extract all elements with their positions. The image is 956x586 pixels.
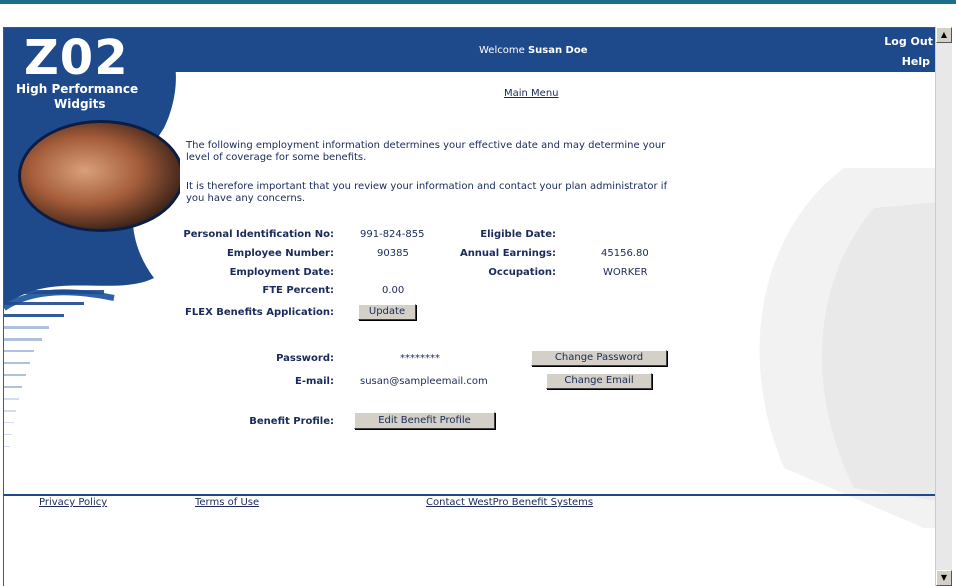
scroll-up-icon[interactable]: ▲	[936, 27, 952, 43]
logo-text: Z02	[24, 30, 129, 86]
top-accent-rule	[0, 0, 956, 4]
watermark-graphic	[724, 168, 935, 528]
employee-number-value: 90385	[377, 248, 409, 259]
intro-paragraph-2	[186, 181, 706, 205]
annual-earnings-value: 45156.80	[601, 248, 649, 259]
email-label: E-mail:	[294, 376, 334, 387]
intro-p1-line1: The following employment information determines your effective date and may determine your	[186, 140, 666, 151]
help-link[interactable]: Help	[901, 55, 930, 68]
privacy-policy-link[interactable]: Privacy Policy	[39, 497, 108, 508]
welcome-message	[479, 45, 588, 56]
scroll-down-icon[interactable]: ▼	[936, 570, 952, 586]
logout-link[interactable]: Log Out	[884, 35, 933, 48]
occupation-label: Occupation:	[488, 267, 556, 278]
intro-paragraph-1	[186, 140, 706, 164]
page-frame	[3, 27, 935, 586]
contact-link[interactable]: Contact WestPro Benefit Systems	[426, 497, 594, 508]
email-value: susan@sampleemail.com	[360, 376, 488, 387]
intro-p1-line2: level of coverage for some benefits.	[186, 152, 367, 163]
footer-divider	[4, 494, 935, 496]
vertical-scrollbar[interactable]	[935, 27, 952, 586]
brand-panel	[4, 28, 180, 498]
password-value: ********	[400, 353, 440, 364]
occupation-value: WORKER	[603, 267, 648, 278]
welcome-user-name: Susan Doe	[527, 45, 588, 56]
intro-p2-line2: you have any concerns.	[186, 193, 306, 204]
family-photo	[18, 120, 180, 232]
employee-number-label: Employee Number:	[226, 248, 334, 259]
change-email-button[interactable]: Change Email	[546, 373, 652, 389]
benefit-profile-label: Benefit Profile:	[249, 416, 334, 427]
logo-tagline-line1: High Performance	[16, 82, 139, 96]
intro-p2-line1: It is therefore important that you review your information and contact your plan administrator if	[186, 181, 668, 192]
flex-benefits-label: FLEX Benefits Application:	[185, 307, 334, 318]
main-menu-link[interactable]: Main Menu	[504, 88, 559, 99]
welcome-prefix: Welcome	[479, 45, 525, 56]
terms-of-use-link[interactable]: Terms of Use	[195, 497, 260, 508]
employment-date-label: Employment Date:	[229, 267, 334, 278]
password-label: Password:	[276, 353, 334, 364]
pin-value: 991-824-855	[360, 229, 425, 240]
eligible-date-label: Eligible Date:	[480, 229, 556, 240]
edit-benefit-profile-button[interactable]: Edit Benefit Profile	[354, 412, 495, 429]
logo-tagline-line2: Widgits	[54, 97, 106, 111]
pin-label: Personal Identification No:	[183, 229, 334, 240]
fte-percent-value: 0.00	[382, 285, 405, 296]
fte-percent-label: FTE Percent:	[262, 285, 334, 296]
update-button[interactable]: Update	[358, 304, 416, 320]
change-password-button[interactable]: Change Password	[531, 350, 667, 366]
annual-earnings-label: Annual Earnings:	[459, 248, 556, 259]
